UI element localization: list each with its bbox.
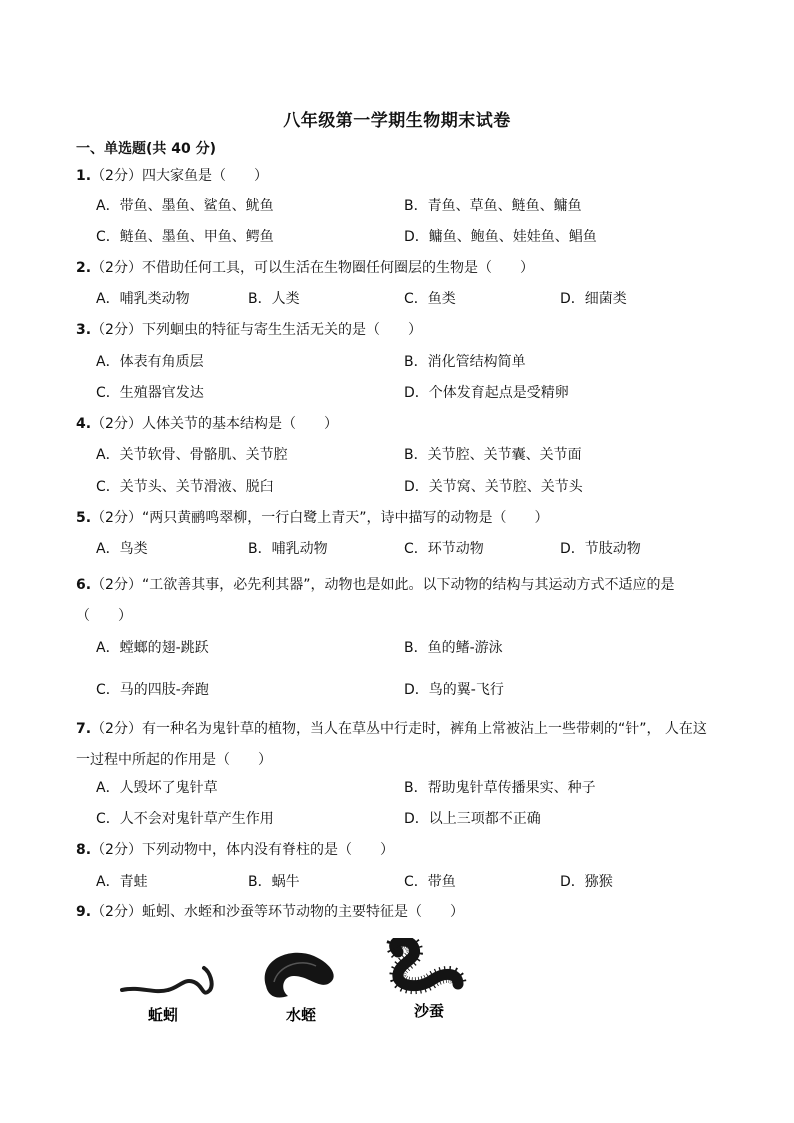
- option-7c[interactable]: C．人不会对鬼针草产生作用: [96, 811, 274, 827]
- option-2a[interactable]: A．哺乳类动物: [96, 291, 190, 307]
- question-8: [76, 840, 394, 860]
- option-3b[interactable]: B．消化管结构简单: [404, 354, 526, 370]
- option-6b[interactable]: B．鱼的鳍-游泳: [404, 640, 503, 656]
- question-number: 4.: [76, 416, 92, 432]
- section-heading: 一、单选题(共 40 分): [76, 141, 217, 157]
- option-8a[interactable]: A．青蛙: [96, 874, 148, 890]
- question-number: 1.: [76, 168, 92, 184]
- option-7a[interactable]: A．人毁坏了鬼针草: [96, 780, 218, 796]
- option-1d[interactable]: D．鳙鱼、鲍鱼、娃娃鱼、鲳鱼: [404, 229, 597, 245]
- option-7d[interactable]: D．以上三项都不正确: [404, 811, 541, 827]
- option-8d[interactable]: D．猕猴: [560, 874, 613, 890]
- option-1b[interactable]: B．青鱼、草鱼、鲢鱼、鳙鱼: [404, 198, 582, 214]
- question-number: 7.: [76, 721, 92, 737]
- question-stem: （2分）蚯蚓、水蛭和沙蚕等环节动物的主要特征是（ ）: [91, 904, 464, 920]
- option-4b[interactable]: B．关节腔、关节囊、关节面: [404, 447, 582, 463]
- annelid-figure: [118, 938, 478, 1028]
- option-1a[interactable]: A．带鱼、墨鱼、鲨鱼、鱿鱼: [96, 198, 274, 214]
- question-number: 9.: [76, 904, 92, 920]
- question-5: [76, 508, 548, 528]
- figure-label-leech: 水蛭: [286, 1006, 317, 1024]
- option-4d[interactable]: D．关节窝、关节腔、关节头: [404, 479, 583, 495]
- option-7b[interactable]: B．帮助鬼针草传播果实、种子: [404, 780, 596, 796]
- option-3c[interactable]: C．生殖器官发达: [96, 385, 204, 401]
- option-2c[interactable]: C．鱼类: [404, 291, 456, 307]
- option-6c[interactable]: C．马的四肢-奔跑: [96, 682, 209, 698]
- leech-illustration: [265, 953, 334, 998]
- question-9: [76, 902, 464, 922]
- option-5a[interactable]: A．鸟类: [96, 541, 148, 557]
- page-title: 八年级第一学期生物期末试卷: [283, 111, 511, 131]
- question-stem: （2分）下列蛔虫的特征与寄生生活无关的是（ ）: [91, 322, 422, 338]
- question-stem: （2分）人体关节的基本结构是（ ）: [91, 416, 338, 432]
- sandworm-illustration: [395, 941, 458, 986]
- option-5d[interactable]: D．节肢动物: [560, 541, 641, 557]
- earthworm-illustration: [122, 968, 212, 993]
- question-number: 3.: [76, 322, 92, 338]
- question-stem: （2分）四大家鱼是（ ）: [91, 168, 268, 184]
- option-6a[interactable]: A．螳螂的翅-跳跃: [96, 640, 209, 656]
- question-7: [76, 714, 716, 776]
- option-1c[interactable]: C．鲢鱼、墨鱼、甲鱼、鳄鱼: [96, 229, 274, 245]
- question-3: [76, 320, 422, 340]
- question-4: [76, 414, 338, 434]
- option-8b[interactable]: B．蜗牛: [248, 874, 300, 890]
- question-stem: （2分）“工欲善其事，必先利其器”，动物也是如此。以下动物的结构与其运动方式不适应的是（ ）: [76, 577, 675, 624]
- figure-label-sandworm: 沙蚕: [414, 1002, 445, 1020]
- question-number: 5.: [76, 510, 92, 526]
- question-2: [76, 258, 534, 278]
- option-2b[interactable]: B．人类: [248, 291, 300, 307]
- option-5b[interactable]: B．哺乳动物: [248, 541, 328, 557]
- question-stem: （2分）下列动物中，体内没有脊柱的是（ ）: [91, 842, 394, 858]
- figure-label-earthworm: 蚯蚓: [148, 1006, 179, 1024]
- question-6: [76, 570, 716, 632]
- option-3a[interactable]: A．体表有角质层: [96, 354, 204, 370]
- question-1: [76, 166, 268, 186]
- option-6d[interactable]: D．鸟的翼-飞行: [404, 682, 504, 698]
- option-3d[interactable]: D．个体发育起点是受精卵: [404, 385, 569, 401]
- option-5c[interactable]: C．环节动物: [404, 541, 484, 557]
- option-2d[interactable]: D．细菌类: [560, 291, 627, 307]
- question-stem: （2分）“两只黄鹂鸣翠柳，一行白鹭上青天”，诗中描写的动物是（ ）: [91, 510, 549, 526]
- question-number: 8.: [76, 842, 92, 858]
- question-stem: （2分）有一种名为鬼针草的植物，当人在草丛中行走时，裤角上常被沾上一些带刺的“针”， 人在这一过程中所起的作用是（ ）: [76, 721, 707, 768]
- question-stem: （2分）不借助任何工具，可以生活在生物圈任何圈层的生物是（ ）: [91, 260, 534, 276]
- option-4a[interactable]: A．关节软骨、骨骼肌、关节腔: [96, 447, 288, 463]
- option-8c[interactable]: C．带鱼: [404, 874, 456, 890]
- option-4c[interactable]: C．关节头、关节滑液、脱臼: [96, 479, 274, 495]
- question-number: 6.: [76, 577, 92, 593]
- question-number: 2.: [76, 260, 92, 276]
